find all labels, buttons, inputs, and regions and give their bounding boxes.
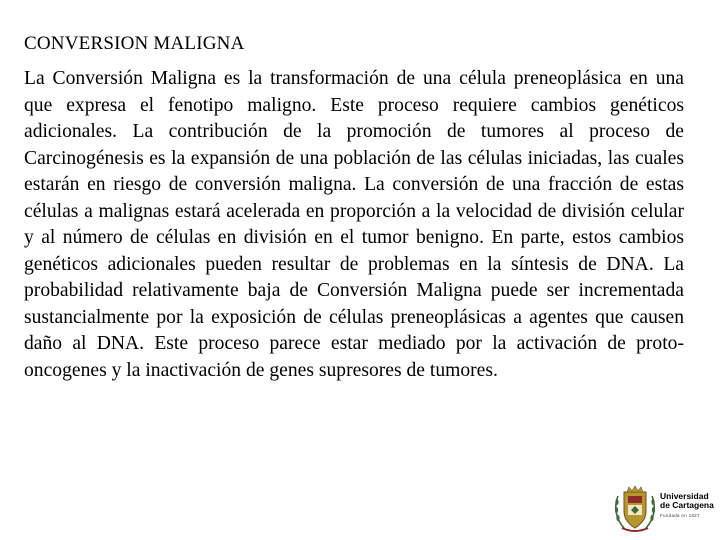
slide-body-text: La Conversión Maligna es la transformación de una célula preneoplásica en una que expresa el fenotipo maligno. Este proceso requiere cambios genéticos adicionales. La contribución de la promoción de tumores al proceso de Carcinogénesis es la expansión de una población de las células iniciadas, las cuales estarán en riesgo de conversión maligna. La conversión de una fracción de estas células a malignas estará acelerada en proporción a la velocidad de división celular y al número de células en división en el tumor benigno. En parte, estos cambios genéticos adicionales pueden resultar de problemas en la síntesis de DNA. La probabilidad relativamente baja de Conversión Maligna puede ser incrementada sustancialmente por la exposición de células preneoplásicas a agentes que causen daño al DNA. Este proceso parece estar mediado por la activación de proto-oncogenes y la inactivación de genes supresores de tumores. [24, 68, 684, 381]
logo-line-2: de Cartagena [660, 500, 714, 510]
university-logo [612, 484, 714, 534]
university-crest-icon [612, 484, 658, 534]
slide-title: CONVERSION MALIGNA [24, 33, 245, 54]
logo-tagline: Fundada en 1827 [660, 513, 700, 518]
logo-text [660, 492, 714, 520]
logo-line-1: Universidad [660, 491, 709, 501]
